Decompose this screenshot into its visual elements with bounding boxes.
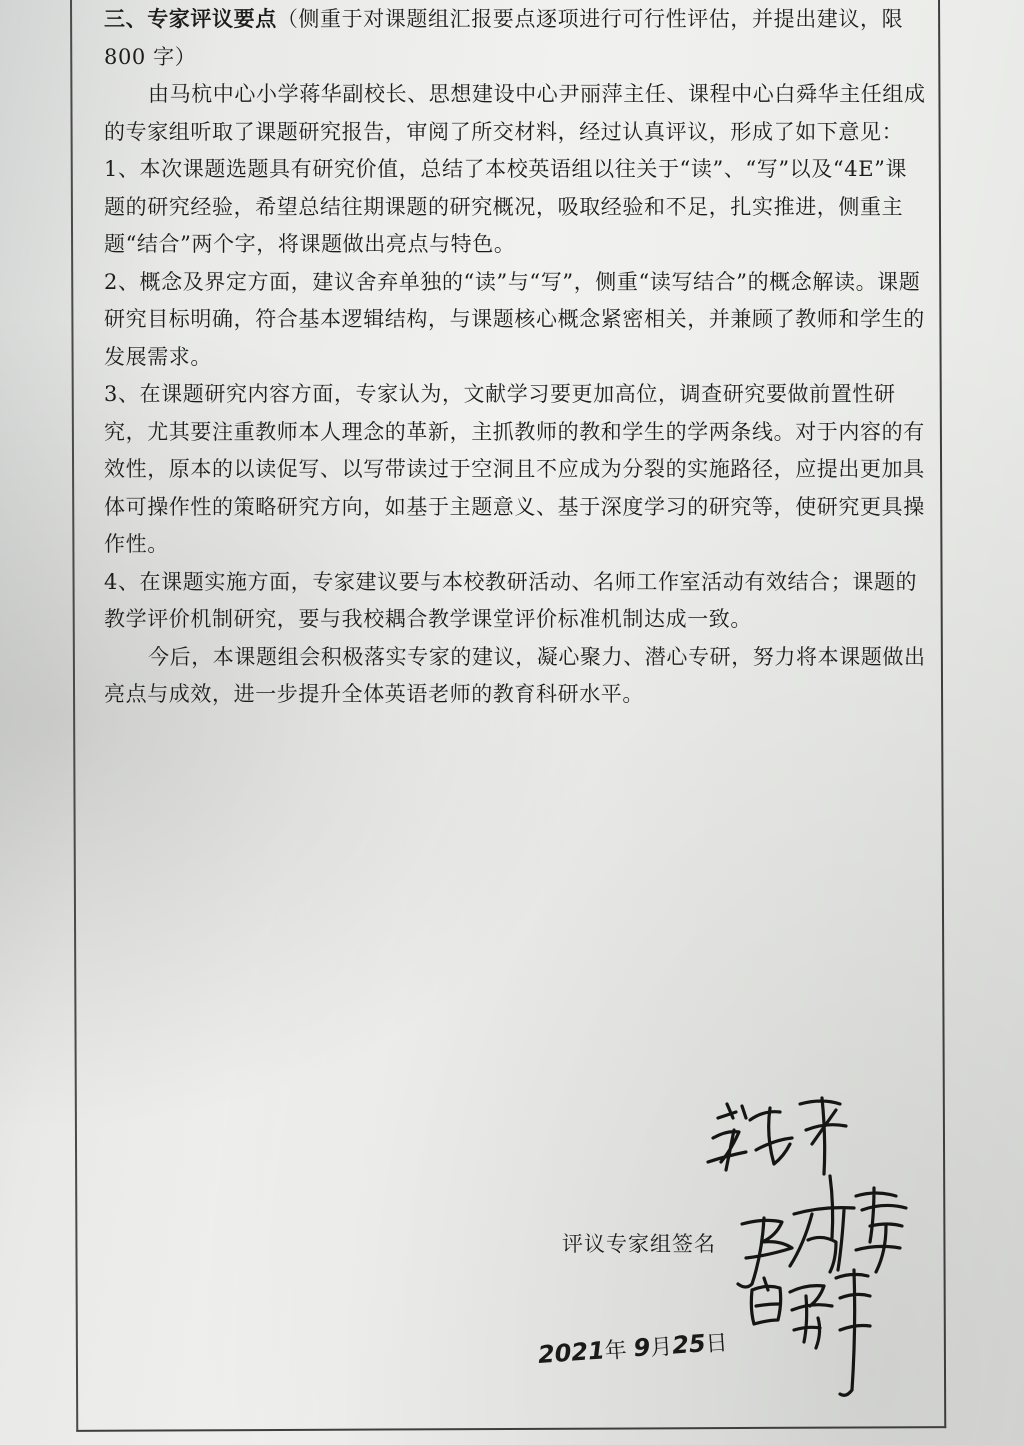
signature-label: 评议专家组签名	[562, 1232, 716, 1256]
signature-jiang-hua	[708, 1098, 846, 1238]
date-year-suffix: 年	[603, 1337, 628, 1365]
section-heading: 三、专家评议要点	[104, 6, 277, 31]
date-year: 2021	[537, 1336, 606, 1369]
signature-yin-liping	[738, 1188, 906, 1287]
date-day-suffix: 日	[704, 1330, 729, 1358]
date-month: 9	[632, 1333, 652, 1363]
closing-paragraph: 今后，本课题组会积极落实专家的建议，凝心聚力、潜心专研，努力将本课题做出亮点与成效，进一步提升全体英语老师的教育科研水平。	[104, 644, 926, 706]
intro-paragraph: 由马杭中心小学蒋华副校长、思想建设中心尹丽萍主任、课程中心白舜华主任组成的专家组听取了课题研究报告，审阅了所交材料，经过认真评议，形成了如下意见：	[104, 82, 926, 144]
opinion-item-2: 2、概念及界定方面，建议舍弃单独的“读”与“写”，侧重“读写结合”的概念解读。课题研究目标明确，符合基本逻辑结构，与课题核心概念紧密相关，并兼顾了教师和学生的发展需求。	[104, 269, 925, 369]
opinion-item-4: 4、在课题实施方面，专家建议要与本校教研活动、名师工作室活动有效结合；课题的教学评价机制研究，要与我校耦合教学课堂评价标准机制达成一致。	[104, 569, 918, 631]
opinion-item-3: 3、在课题研究内容方面，专家认为，文献学习要更加高位，调查研究要做前置性研究，尤其要注重教师本人理念的革新，主抓教师的教和学生的学两条线。对于内容的有效性，原本的以读促写、以写带读过于空洞且不应成为分裂的实施路径，应提出更加具体可操作性的策略研究方向，如基于主题意义、基于深度学习的研究等，使研究更具操作性。	[104, 382, 925, 556]
date-day: 25	[671, 1329, 707, 1360]
signature-bai-shunhua	[751, 1270, 870, 1395]
date-month-suffix: 月	[649, 1334, 674, 1362]
opinion-item-1: 1、本次课题选题具有研究价值，总结了本校英语组以往关于“读”、“写”以及“4E”课题的研究经验，希望总结往期课题的研究概况，吸取经验和不足，扎实推进，侧重主题“结合”两个字，将课题做出亮点与特色。	[104, 157, 908, 256]
section-note: （侧重于对课题组汇报要点逐项进行可行性评估，并提出建议，限 800 字）	[104, 7, 904, 69]
